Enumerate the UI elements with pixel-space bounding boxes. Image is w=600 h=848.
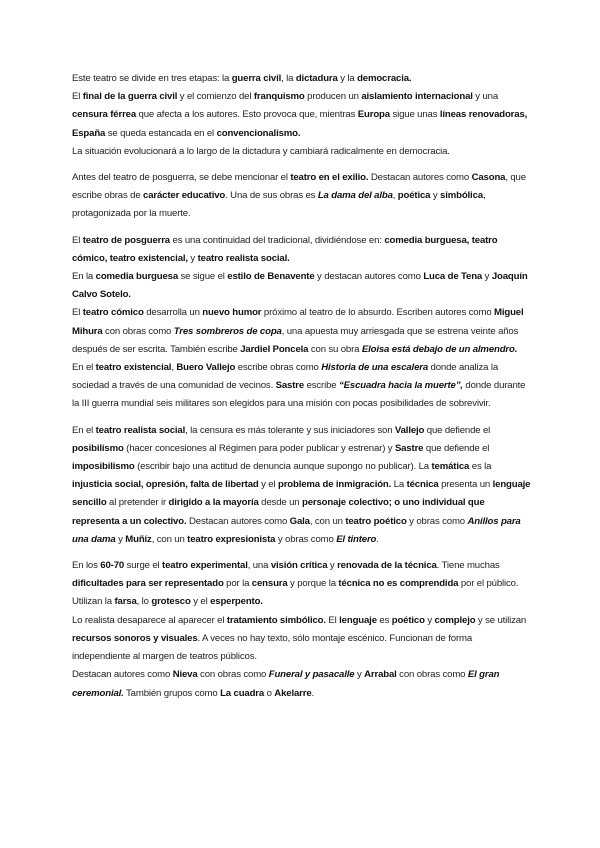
bold-text: temática bbox=[431, 461, 470, 473]
bold-text: renovada de la técnica bbox=[337, 560, 437, 572]
text-line bbox=[72, 304, 532, 359]
bold-text: teatro de posguerra bbox=[82, 234, 170, 246]
text-line bbox=[72, 232, 532, 268]
bold-text: aislamiento internacional bbox=[361, 91, 473, 103]
plain-text: En el bbox=[72, 424, 96, 436]
plain-text: por el público. Utilizan la bbox=[72, 578, 519, 608]
bold-text: Sastre bbox=[394, 442, 424, 454]
paragraph bbox=[72, 232, 532, 414]
plain-text: , una apuesta muy arriesgada que se estrena veinte años después de ser escrita. También escribe bbox=[72, 325, 519, 355]
bold-text: comedia burguesa bbox=[95, 271, 179, 283]
plain-text: El bbox=[72, 234, 83, 246]
plain-text: Destacan autores como bbox=[186, 515, 290, 527]
bold-text: personaje colectivo; o uno individual que representa a un colectivo. bbox=[72, 497, 485, 527]
plain-text: desde un bbox=[258, 497, 302, 509]
text-line bbox=[72, 359, 532, 414]
bold-text: Sastre bbox=[275, 380, 305, 392]
bold-text: Miguel Mihura bbox=[72, 307, 524, 337]
paragraph bbox=[72, 169, 532, 224]
bold-italic-title: El tintero bbox=[336, 533, 377, 545]
bold-text: Jardiel Poncela bbox=[240, 343, 309, 355]
plain-text: y bbox=[187, 252, 198, 264]
plain-text: y el comienzo del bbox=[177, 91, 254, 103]
plain-text: También grupos como bbox=[123, 687, 221, 699]
plain-text: (hacer concesiones al Régimen para poder publicar y estrenar) y bbox=[123, 442, 395, 454]
bold-italic-title: El gran ceremonial. bbox=[72, 669, 500, 699]
bold-text: líneas renovadoras, bbox=[439, 109, 528, 121]
plain-text: (escribir bajo una actitud de denuncia aunque supongo no publicar). La bbox=[134, 461, 432, 473]
plain-text: con obras como bbox=[102, 325, 174, 337]
bold-text: censura bbox=[251, 578, 288, 590]
plain-text: , la censura es más tolerante y sus iniciadores son bbox=[185, 424, 395, 436]
bold-text: tratamiento simbólico. bbox=[226, 614, 326, 626]
plain-text: , con un bbox=[151, 533, 188, 545]
plain-text: y obras como bbox=[275, 533, 337, 545]
document-body bbox=[72, 70, 532, 711]
bold-text: democracia. bbox=[357, 73, 412, 84]
plain-text: y destacan autores como bbox=[314, 271, 424, 283]
bold-text: problema de inmigración. bbox=[278, 479, 392, 491]
text-line bbox=[72, 70, 532, 88]
plain-text: surge el bbox=[124, 560, 163, 572]
plain-text: al pretender ir bbox=[106, 497, 169, 509]
plain-text: escribe bbox=[304, 380, 339, 392]
plain-text: se queda estancada en el bbox=[105, 127, 217, 139]
paragraph bbox=[72, 70, 532, 161]
bold-text: teatro cómico bbox=[82, 307, 144, 319]
bold-text: convencionalismo. bbox=[216, 127, 301, 139]
text-line bbox=[72, 88, 532, 143]
plain-text: El bbox=[72, 307, 83, 319]
plain-text: y obras como bbox=[406, 515, 468, 527]
plain-text: El bbox=[72, 91, 83, 103]
plain-text: se sigue el bbox=[178, 271, 228, 283]
bold-text: esperpento. bbox=[210, 596, 263, 608]
bold-italic-title: Tres sombreros de copa bbox=[173, 325, 282, 337]
bold-italic-title: Eloisa está debajo de un almendro. bbox=[361, 343, 518, 355]
plain-text: desarrolla un bbox=[143, 307, 203, 319]
plain-text: , con un bbox=[309, 515, 346, 527]
plain-text: por la bbox=[223, 578, 252, 590]
plain-text: , protagonizada por la muerte. bbox=[72, 190, 486, 220]
plain-text: Este teatro se divide en tres etapas: la bbox=[72, 73, 232, 84]
bold-text: injusticia social, opresión, falta de libertad bbox=[72, 479, 259, 491]
plain-text: . bbox=[376, 533, 379, 545]
text-line bbox=[72, 268, 532, 304]
plain-text: y porque la bbox=[287, 578, 339, 590]
plain-text: Antes del teatro de posguerra, se debe mencionar el bbox=[72, 172, 291, 184]
bold-text: teatro existencial bbox=[95, 362, 172, 374]
bold-text: teatro poético bbox=[345, 515, 407, 527]
bold-text: posibilismo bbox=[72, 442, 124, 454]
plain-text: es la bbox=[469, 461, 492, 473]
plain-text: . Tiene muchas bbox=[436, 560, 500, 572]
plain-text: , bbox=[171, 362, 177, 374]
bold-text: grotesco bbox=[151, 596, 191, 608]
bold-text: Akelarre bbox=[274, 687, 312, 699]
bold-italic-title: Historia de una escalera bbox=[321, 362, 429, 374]
bold-text: Gala bbox=[289, 515, 310, 527]
plain-text: que defiende el bbox=[423, 442, 490, 454]
bold-text: teatro expresionista bbox=[187, 533, 276, 545]
plain-text: con obras como bbox=[197, 669, 269, 681]
bold-text: Buero Vallejo bbox=[176, 362, 236, 374]
bold-italic-title: “Escuadra hacia la muerte”, bbox=[338, 380, 463, 392]
plain-text: escribe obras como bbox=[235, 362, 322, 374]
bold-text: carácter educativo bbox=[143, 190, 226, 202]
plain-text: En la bbox=[72, 271, 96, 283]
plain-text: próximo al teatro de lo absurdo. Escriben autores como bbox=[261, 307, 495, 319]
plain-text: Destacan autores como bbox=[368, 172, 472, 184]
bold-text: censura férrea bbox=[72, 109, 137, 121]
bold-text: lenguaje sencillo bbox=[72, 479, 531, 509]
bold-text: franquismo bbox=[253, 91, 305, 103]
bold-text: Europa bbox=[357, 109, 390, 121]
text-line bbox=[72, 143, 532, 161]
plain-text: y bbox=[430, 190, 441, 202]
text-line bbox=[72, 169, 532, 224]
bold-text: visión crítica bbox=[270, 560, 328, 572]
plain-text: es bbox=[376, 614, 392, 626]
bold-text: teatro realista social. bbox=[197, 252, 290, 264]
bold-italic-title: La dama del alba bbox=[317, 190, 393, 202]
bold-text: teatro experimental bbox=[162, 560, 248, 572]
paragraph bbox=[72, 422, 532, 549]
plain-text: y una bbox=[472, 91, 499, 103]
plain-text: y bbox=[327, 560, 338, 572]
bold-text: Arrabal bbox=[364, 669, 397, 681]
bold-text: farsa bbox=[114, 596, 137, 608]
plain-text: La situación evolucionará a lo largo de la dictadura y cambiará radicalmente en democracia. bbox=[72, 145, 450, 157]
bold-text: Joaquín Calvo Sotelo. bbox=[72, 271, 528, 301]
text-line bbox=[72, 422, 532, 549]
bold-italic-title: Anillos para una dama bbox=[72, 515, 521, 545]
plain-text: o bbox=[264, 687, 275, 699]
plain-text: . bbox=[311, 687, 315, 699]
text-line bbox=[72, 612, 532, 667]
plain-text: , bbox=[392, 190, 398, 202]
plain-text: , la bbox=[281, 73, 296, 84]
plain-text: que defiende el bbox=[424, 424, 491, 436]
bold-text: Casona bbox=[471, 172, 506, 184]
bold-text: comedia burguesa, teatro cómico, teatro existencial, bbox=[72, 234, 498, 264]
plain-text: con su obra bbox=[308, 343, 362, 355]
bold-text: dificultades para ser representado bbox=[72, 578, 224, 590]
bold-text: técnica bbox=[406, 479, 439, 491]
text-line bbox=[72, 666, 532, 702]
bold-italic-title: Funeral y pasacalle bbox=[268, 669, 355, 681]
bold-text: dictadura bbox=[295, 73, 338, 84]
plain-text: Destacan autores como bbox=[72, 669, 173, 681]
plain-text: . A veces no hay texto, sólo montaje escénico. Funcionan de forma independiente al margen de teatros públicos. bbox=[72, 632, 473, 663]
plain-text: , lo bbox=[136, 596, 152, 608]
bold-text: técnica no es comprendida bbox=[338, 578, 459, 590]
plain-text: La bbox=[391, 479, 407, 491]
plain-text: con obras como bbox=[396, 669, 468, 681]
bold-text: España bbox=[72, 127, 106, 139]
bold-text: La cuadra bbox=[220, 687, 265, 699]
bold-text: poética bbox=[397, 190, 431, 202]
plain-text: Lo realista desaparece al aparecer el bbox=[72, 614, 227, 626]
plain-text: y bbox=[424, 614, 435, 626]
bold-text: teatro realista social bbox=[95, 424, 186, 436]
bold-text: teatro en el exilio. bbox=[290, 172, 369, 184]
bold-text: simbólica bbox=[440, 190, 483, 202]
plain-text: que afecta a los autores. Esto provoca que, mientras bbox=[136, 109, 358, 121]
plain-text: producen un bbox=[304, 91, 362, 103]
plain-text: , una bbox=[247, 560, 271, 572]
plain-text: donde durante la III guerra mundial seis militares son elegidos para una misión con pocas posibilidades de sobrevivir. bbox=[72, 380, 526, 410]
bold-text: Muñíz bbox=[125, 533, 152, 545]
plain-text: y la bbox=[337, 73, 358, 84]
plain-text: El bbox=[325, 614, 340, 626]
plain-text: es una continuidad del tradicional, dividiéndose en: bbox=[170, 234, 385, 246]
bold-text: nuevo humor bbox=[202, 307, 262, 319]
paragraph bbox=[72, 557, 532, 703]
bold-text: Vallejo bbox=[394, 424, 425, 436]
plain-text: , que escribe obras de bbox=[72, 172, 526, 202]
plain-text: y bbox=[354, 669, 365, 681]
plain-text: y el bbox=[258, 479, 278, 491]
plain-text: donde analiza la sociedad a través de una comunidad de vecinos. bbox=[72, 362, 499, 392]
bold-text: Luca de Tena bbox=[423, 271, 483, 283]
bold-text: imposibilismo bbox=[72, 461, 135, 473]
bold-text: complejo bbox=[434, 614, 476, 626]
plain-text: sigue unas bbox=[389, 109, 440, 121]
plain-text: y bbox=[482, 271, 492, 283]
bold-text: dirigido a la mayoría bbox=[168, 497, 259, 509]
plain-text: En el bbox=[72, 362, 96, 374]
bold-text: 60-70 bbox=[100, 560, 125, 572]
plain-text: En los bbox=[72, 560, 101, 572]
bold-text: Nieva bbox=[172, 669, 198, 681]
bold-text: estilo de Benavente bbox=[227, 271, 315, 283]
plain-text: y se utilizan bbox=[475, 614, 527, 626]
plain-text: presenta un bbox=[438, 479, 493, 491]
bold-text: guerra civil bbox=[231, 73, 282, 84]
bold-text: final de la guerra civil bbox=[82, 91, 178, 103]
plain-text: . Una de sus obras es bbox=[225, 190, 318, 202]
plain-text: y el bbox=[190, 596, 211, 608]
bold-text: lenguaje bbox=[339, 614, 377, 626]
plain-text: y bbox=[115, 533, 126, 545]
bold-text: poético bbox=[391, 614, 425, 626]
bold-text: recursos sonoros y visuales bbox=[72, 632, 198, 644]
text-line bbox=[72, 557, 532, 612]
